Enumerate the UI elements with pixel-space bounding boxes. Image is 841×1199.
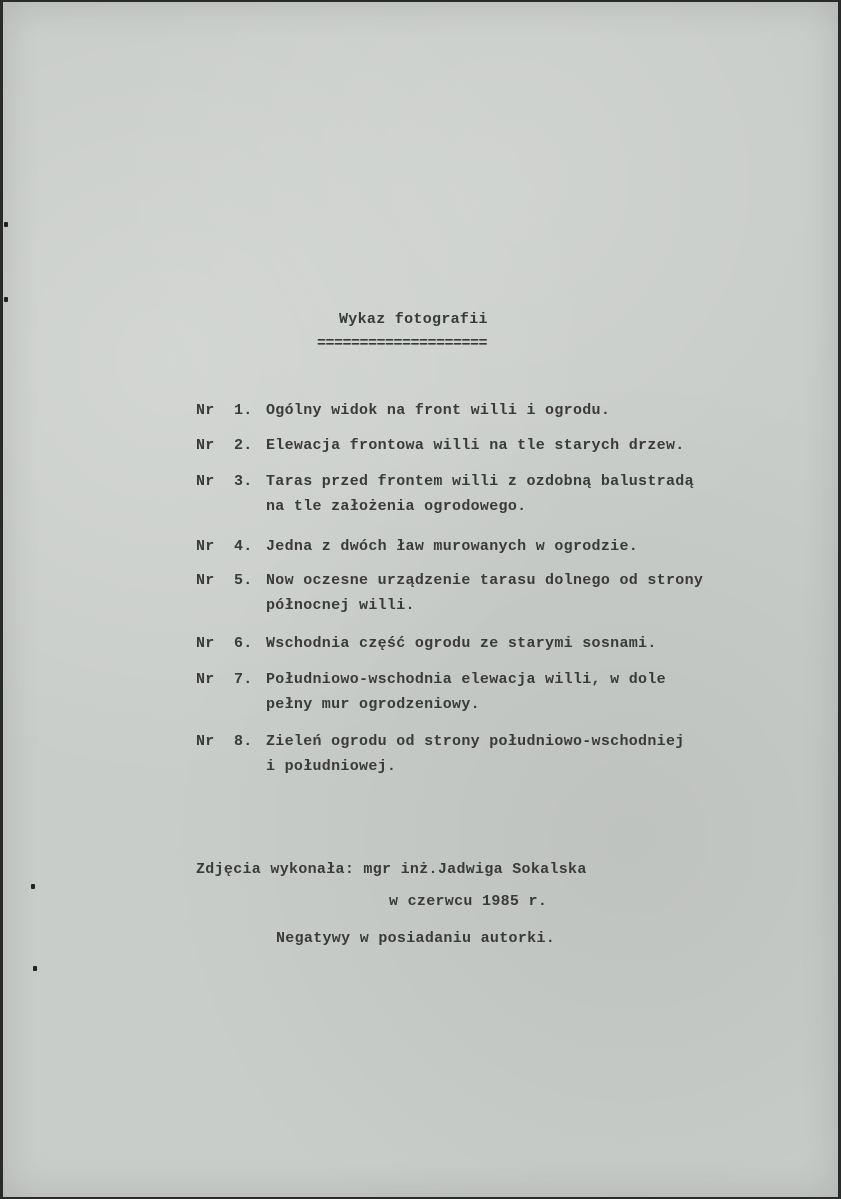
item-text: Zieleń ogrodu od strony południowo-wschodniej: [266, 733, 685, 750]
punch-mark: [4, 297, 8, 302]
item-text-continued: północnej willi.: [266, 597, 415, 614]
item-text: Ogólny widok na front willi i ogrodu.: [266, 402, 611, 419]
item-prefix: Nr: [196, 437, 215, 454]
item-number: 1.: [234, 402, 253, 419]
item-text: Elewacja frontowa willi na tle starych drzew.: [266, 437, 685, 454]
list-item: [196, 733, 796, 793]
item-text-continued: pełny mur ogrodzeniowy.: [266, 696, 480, 713]
item-prefix: Nr: [196, 402, 215, 419]
item-text-continued: na tle założenia ogrodowego.: [266, 498, 527, 515]
list-item: [196, 402, 796, 442]
punch-mark: [4, 222, 8, 227]
item-number: 4.: [234, 538, 253, 555]
list-item: [196, 635, 796, 675]
item-prefix: Nr: [196, 473, 215, 490]
item-number: 3.: [234, 473, 253, 490]
item-prefix: Nr: [196, 733, 215, 750]
item-text: Taras przed frontem willi z ozdobną balustradą: [266, 473, 694, 490]
item-text: Jedna z dwóch ław murowanych w ogrodzie.: [266, 538, 639, 555]
list-item: [196, 671, 796, 731]
item-number: 2.: [234, 437, 253, 454]
item-prefix: Nr: [196, 671, 215, 688]
item-number: 5.: [234, 572, 253, 589]
list-item: [196, 437, 796, 477]
title-underline: ====================: [317, 335, 488, 352]
item-text-continued: i południowej.: [266, 758, 397, 775]
item-number: 7.: [234, 671, 253, 688]
photo-date: w czerwcu 1985 r.: [389, 893, 548, 910]
item-number: 8.: [234, 733, 253, 750]
photographer-credit: Zdjęcia wykonała: mgr inż.Jadwiga Sokalska: [196, 861, 587, 878]
item-text: Wschodnia część ogrodu ze starymi sosnami.: [266, 635, 657, 652]
punch-mark: [33, 966, 37, 971]
item-prefix: Nr: [196, 538, 215, 555]
negatives-note: Negatywy w posiadaniu autorki.: [276, 930, 556, 947]
document-title: Wykaz fotografii: [339, 311, 488, 328]
item-prefix: Nr: [196, 572, 215, 589]
item-number: 6.: [234, 635, 253, 652]
list-item: [196, 572, 796, 632]
item-prefix: Nr: [196, 635, 215, 652]
item-text: Południowo-wschodnia elewacja willi, w dole: [266, 671, 666, 688]
document-page: [3, 2, 838, 1197]
item-text: Now oczesne urządzenie tarasu dolnego od strony: [266, 572, 704, 589]
list-item: [196, 473, 796, 533]
punch-mark: [31, 884, 35, 889]
